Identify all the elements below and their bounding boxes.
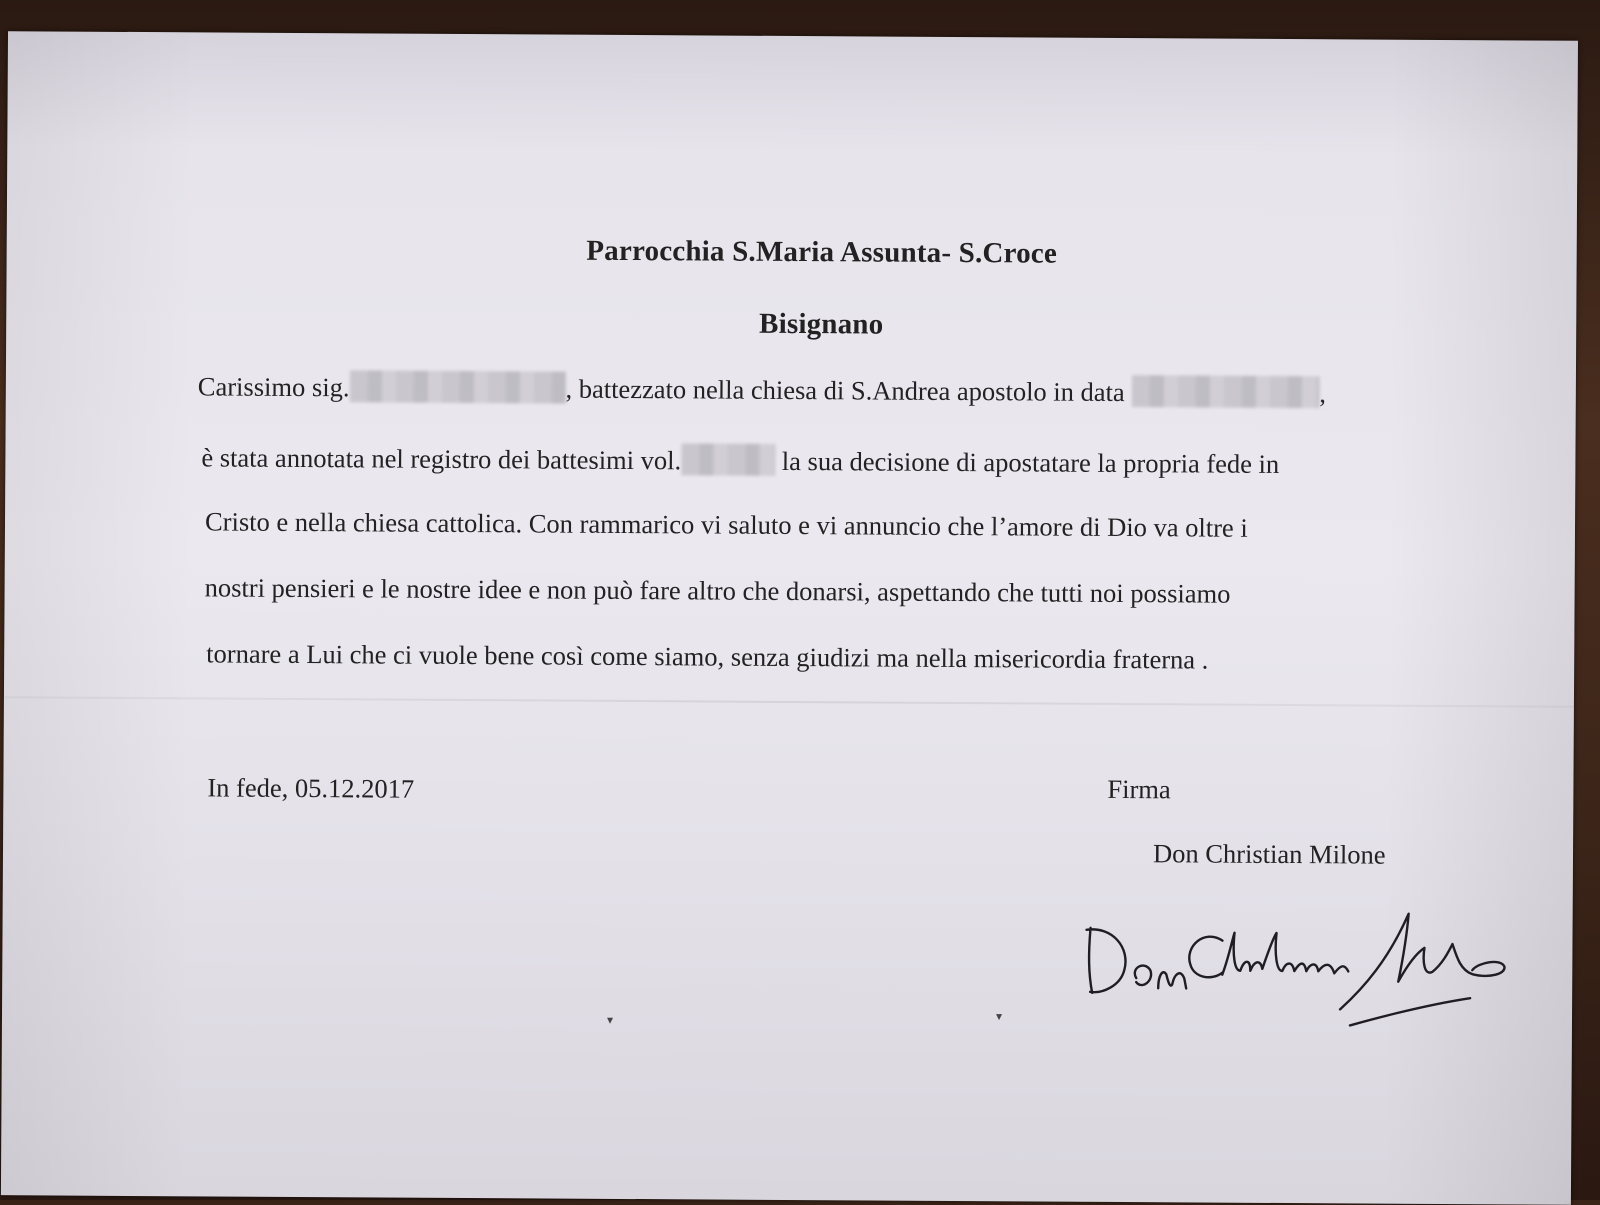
body-line-1-start: Carissimo sig. <box>197 371 350 403</box>
letter-sheet <box>1 31 1578 1205</box>
body-line-2-end: la sua decisione di apostatare la propria fede in <box>781 445 1280 479</box>
handwritten-signature <box>1072 898 1513 1031</box>
closing-date-line: In fede, 05.12.2017 <box>207 772 415 804</box>
body-line-2 <box>201 440 1279 480</box>
redacted-baptism-date <box>1131 375 1319 408</box>
signature-label: Firma <box>1107 773 1171 805</box>
redacted-volume-number <box>681 443 775 476</box>
body-line-1 <box>198 369 1326 409</box>
body-line-3: Cristo e nella chiesa cattolica. Con rammarico vi saluto e vi annuncio che l’amore di Dio va oltre i <box>204 506 1248 543</box>
body-line-1-middle: , battezzato nella chiesa di S.Andrea apostolo in data <box>565 373 1125 408</box>
body-line-4: nostri pensieri e le nostre idee e non può fare altro che donarsi, aspettando che tutti noi possiamo <box>204 572 1231 609</box>
body-line-1-end: , <box>1319 378 1327 409</box>
body-line-5: tornare a Lui che ci vuole bene così come siamo, senza giudizi ma nella misericordia fraterna . <box>206 638 1209 675</box>
paper-mark: ▾ <box>606 1012 614 1027</box>
redacted-name <box>349 370 565 403</box>
parish-name-heading: Parrocchia S.Maria Assunta- S.Croce <box>586 234 1058 270</box>
body-line-2-start: è stata annotata nel registro dei battesimi vol. <box>201 442 682 476</box>
town-heading: Bisignano <box>758 307 884 341</box>
paper-mark: ▾ <box>995 1009 1003 1024</box>
paper-fold-line <box>4 696 1574 708</box>
signatory-name: Don Christian Milone <box>1152 838 1386 870</box>
